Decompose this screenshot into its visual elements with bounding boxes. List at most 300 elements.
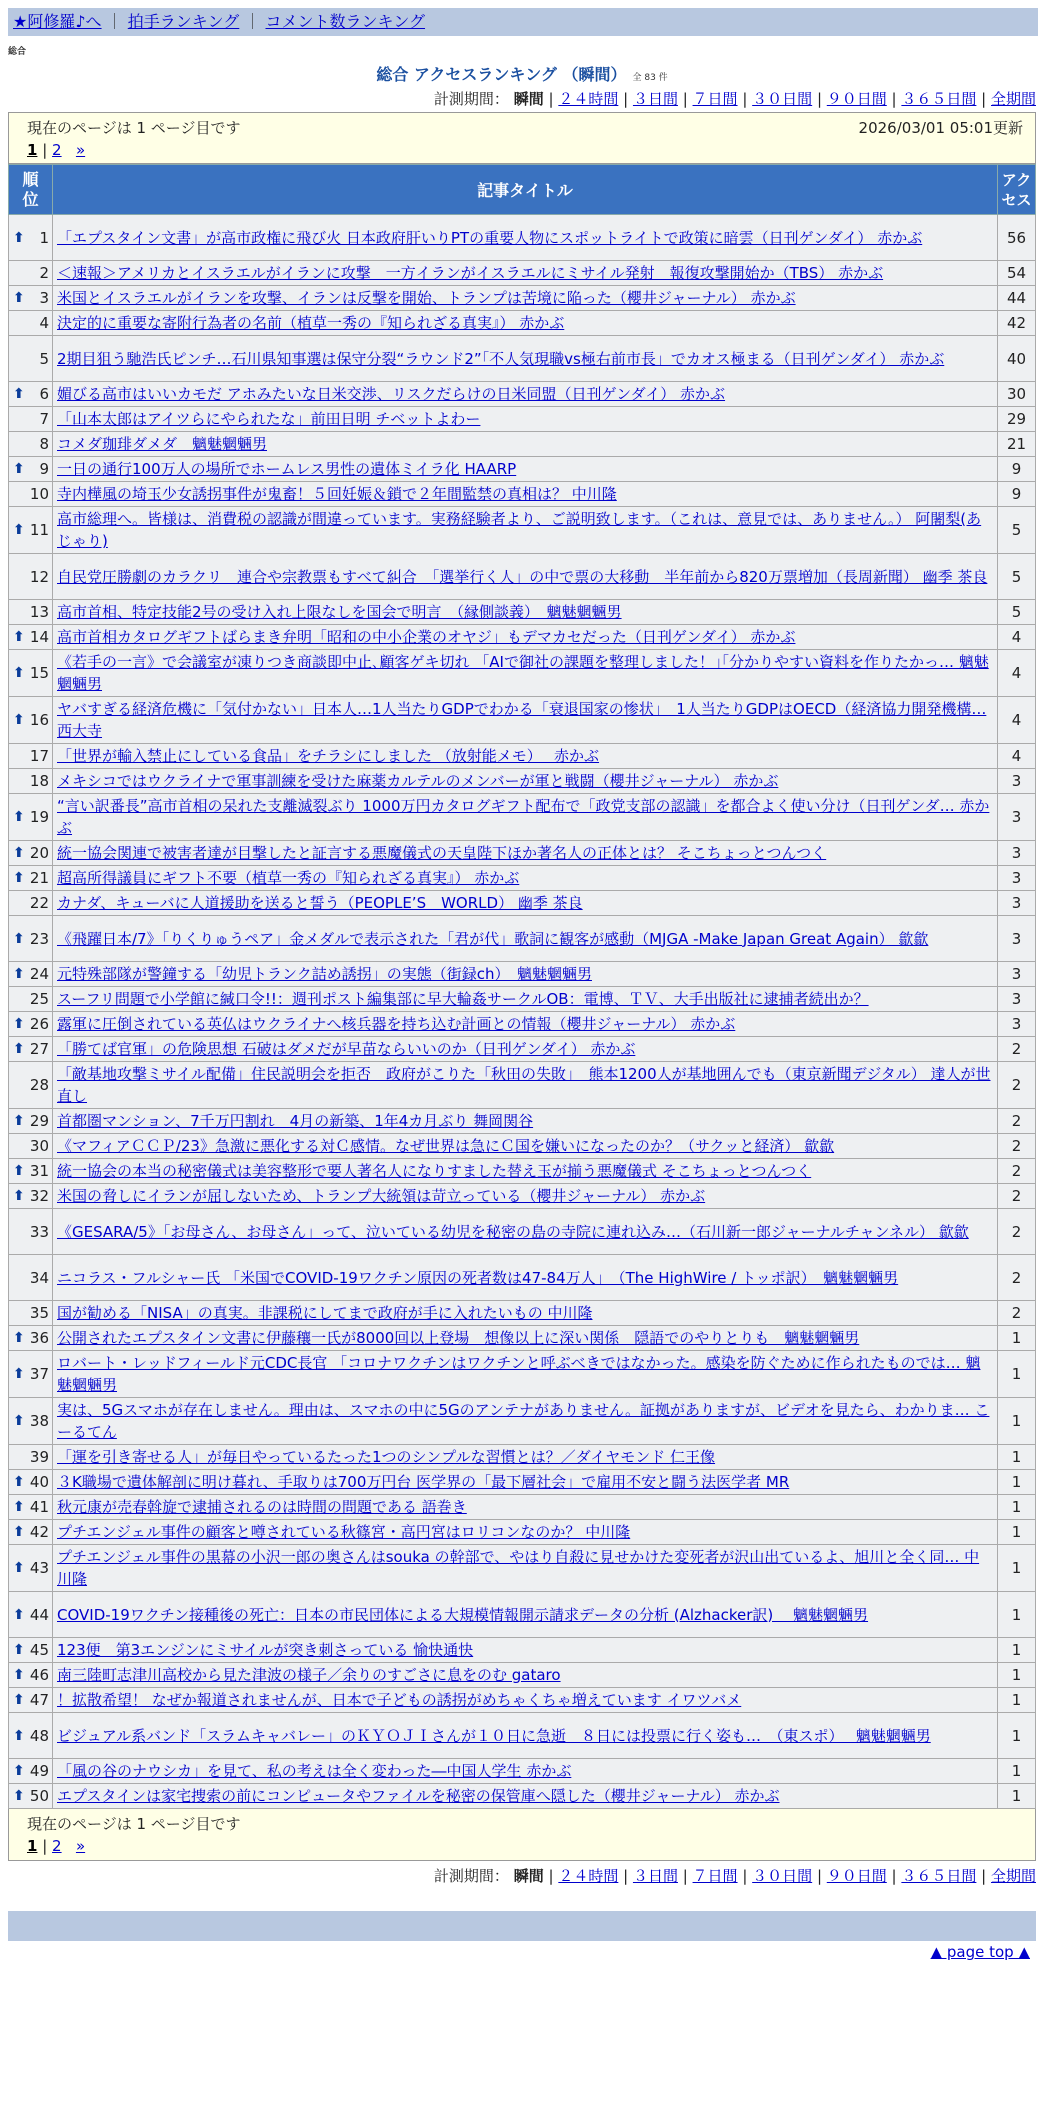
- rank-number: 41: [29, 1498, 49, 1516]
- period-link[interactable]: 全期間: [990, 90, 1036, 108]
- access-count: 1: [998, 1638, 1036, 1663]
- title-cell: [53, 891, 998, 916]
- title-cell: [53, 432, 998, 457]
- rank-cell: [9, 1301, 53, 1326]
- table-row: [9, 866, 1036, 891]
- access-count: 2: [998, 1184, 1036, 1209]
- title-cell: [53, 744, 998, 769]
- access-count: 2: [998, 1159, 1036, 1184]
- period-link[interactable]: ９０日間: [826, 90, 887, 108]
- rank-cell: [9, 215, 53, 261]
- table-row: [9, 1134, 1036, 1159]
- rank-number: 12: [29, 567, 49, 586]
- period-separator: |: [548, 90, 559, 108]
- rank-cell: [9, 286, 53, 311]
- period-separator: |: [737, 1867, 753, 1885]
- title-cell: [53, 650, 998, 697]
- page-2-link[interactable]: 2: [52, 1837, 62, 1855]
- title-cell: [53, 1062, 998, 1109]
- up-arrow-icon: ⬆: [13, 930, 25, 947]
- table-row: [9, 1445, 1036, 1470]
- access-count: 3: [998, 916, 1036, 962]
- title-cell: [53, 482, 998, 507]
- up-arrow-icon: ⬆: [13, 1499, 25, 1515]
- access-count: 4: [998, 697, 1036, 744]
- title-cell: [53, 916, 998, 962]
- up-arrow-icon: ⬆: [13, 290, 25, 306]
- ranking-title: 総合 アクセスランキング （瞬間）: [376, 65, 627, 84]
- table-row: [9, 1495, 1036, 1520]
- period-link[interactable]: ３日間: [632, 90, 678, 108]
- rank-number: 37: [29, 1365, 49, 1383]
- up-arrow-icon: ⬆: [13, 1560, 25, 1576]
- access-count: 1: [998, 1545, 1036, 1592]
- title-cell: [53, 962, 998, 987]
- rank-number: 23: [29, 929, 49, 948]
- access-count: 40: [998, 336, 1036, 382]
- rank-cell: [9, 1592, 53, 1638]
- article-link[interactable]: ヤバすぎる経済危機に「気付かない」日本人…1人当たりGDPでわかる「衰退国家の惨状」 1人当たりGDPはOECD（経済協力開発機構… 西大寺: [57, 700, 987, 740]
- period-link[interactable]: ３日間: [632, 1867, 678, 1885]
- title-cell: [53, 697, 998, 744]
- rank-number: 13: [29, 603, 49, 621]
- table-row: [9, 261, 1036, 286]
- rank-cell: [9, 1663, 53, 1688]
- title-cell: [53, 1134, 998, 1159]
- title-cell: [53, 1784, 998, 1809]
- up-arrow-icon: ⬆: [13, 461, 25, 477]
- rank-cell: [9, 1545, 53, 1592]
- page-top-link[interactable]: ▲ page top ▲: [930, 1943, 1030, 1961]
- home-link[interactable]: ★阿修羅♪へ: [13, 12, 102, 31]
- rank-number: 14: [29, 628, 49, 646]
- count-header: アクセス: [998, 165, 1036, 215]
- access-count: 4: [998, 744, 1036, 769]
- access-count: 9: [998, 457, 1036, 482]
- rank-cell: [9, 1398, 53, 1445]
- access-count: 3: [998, 1012, 1036, 1037]
- page-1: 1: [27, 141, 38, 159]
- article-link[interactable]: 公開されたエプスタイン文書に伊藤穰一氏が8000回以上登場 想像以上に深い関係 隠語でのやりとりも 魑魅魍魎男: [57, 1329, 860, 1347]
- article-link[interactable]: 米国とイスラエルがイランを攻撃、イランは反撃を開始、トランプは苦境に陥った（櫻井ジャーナル） 赤かぶ: [57, 289, 796, 307]
- period-links: [549, 90, 1037, 108]
- table-row: [9, 554, 1036, 600]
- period-separator: |: [886, 90, 902, 108]
- ranking-body: [9, 215, 1036, 1809]
- title-cell: [53, 1184, 998, 1209]
- title-cell: [53, 1470, 998, 1495]
- article-link[interactable]: “言い訳番長”高市首相の呆れた支離滅裂ぶり 1000万円カタログギフト配布で「政党支部の認識」を都合よく使い分け（日刊ゲンダ… 赤かぶ: [57, 797, 990, 837]
- rank-cell: [9, 1445, 53, 1470]
- period-selector-top: [8, 88, 1036, 110]
- table-row: [9, 1184, 1036, 1209]
- access-count: 2: [998, 1109, 1036, 1134]
- article-link[interactable]: 露軍に圧倒されている英仏はウクライナへ核兵器を持ち込む計画との情報（櫻井ジャーナル） 赤かぶ: [57, 1015, 736, 1033]
- table-row: [9, 697, 1036, 744]
- rank-number: 4: [39, 314, 49, 332]
- rank-cell: [9, 962, 53, 987]
- article-link[interactable]: 実は、5Gスマホが存在しません。理由は、スマホの中に5Gのアンテナがありません。証拠がありますが、ビデオを見たら、わかりま… こーるてん: [57, 1401, 990, 1441]
- period-link[interactable]: ３６５日間: [901, 1867, 977, 1885]
- article-link[interactable]: 媚びる高市はいいカモだ アホみたいな日米交渉、リスクだらけの日米同盟（日刊ゲンダイ） 赤かぶ: [57, 385, 726, 403]
- access-count: 56: [998, 215, 1036, 261]
- access-count: 1: [998, 1398, 1036, 1445]
- rank-cell: [9, 432, 53, 457]
- rank-number: 46: [29, 1666, 49, 1684]
- rank-cell: [9, 311, 53, 336]
- up-arrow-icon: ⬆: [13, 1727, 25, 1744]
- up-arrow-icon: ⬆: [13, 665, 25, 681]
- article-link[interactable]: 「運を引き寄せる人」が毎日やっているたった1つのシンプルな習慣とは？／ダイヤモンド 仁王像: [57, 1448, 716, 1466]
- table-row: [9, 625, 1036, 650]
- title-cell: [53, 1688, 998, 1713]
- up-arrow-icon: ⬆: [13, 386, 25, 402]
- title-cell: [53, 1012, 998, 1037]
- rank-number: 5: [39, 349, 49, 368]
- page-top: [0, 1943, 1030, 1965]
- access-count: 2: [998, 1037, 1036, 1062]
- article-link[interactable]: 決定的に重要な寄附行為者の名前（植草一秀の『知られざる真実』） 赤かぶ: [57, 314, 565, 332]
- table-row: [9, 407, 1036, 432]
- period-label: 計測期間：: [433, 1867, 509, 1885]
- title-cell: [53, 215, 998, 261]
- rank-number: 27: [29, 1040, 49, 1058]
- title-cell: [53, 1520, 998, 1545]
- period-link[interactable]: ２４時間: [558, 90, 619, 108]
- article-link[interactable]: 「敵基地攻撃ミサイル配備」住民説明会を拒否 政府がこりた「秋田の失敗」 熊本1200人が基地囲んでも（東京新聞デジタル） 達人が世直し: [57, 1065, 991, 1105]
- rank-number: 38: [29, 1412, 49, 1430]
- up-arrow-icon: ⬆: [13, 229, 25, 246]
- page-title: [0, 62, 1044, 84]
- up-arrow-icon: ⬆: [13, 629, 25, 645]
- access-count: 1: [998, 1663, 1036, 1688]
- access-count: 2: [998, 1062, 1036, 1109]
- comment-ranking-link[interactable]: コメント数ランキング: [265, 12, 426, 31]
- article-link[interactable]: 国が勧める「NISA」の真実。非課税にしてまで政府が手に入れたいもの 中川隆: [57, 1304, 593, 1322]
- next-page-link[interactable]: »: [75, 1837, 86, 1855]
- up-arrow-icon: ⬆: [13, 1692, 25, 1708]
- article-link[interactable]: 「世界が輸入禁止にしている食品」をチラシにしました （放射能メモ） 赤かぶ: [57, 747, 600, 765]
- period-link[interactable]: ３６５日間: [901, 90, 977, 108]
- rank-number: 10: [29, 485, 49, 503]
- article-link[interactable]: 「エプスタイン文書」が高市政権に飛び火 日本政府肝いりPTの重要人物にスポットライトで政策に暗雲（日刊ゲンダイ） 赤かぶ: [57, 228, 923, 247]
- table-row: [9, 1351, 1036, 1398]
- rank-number: 22: [29, 894, 49, 912]
- rank-cell: [9, 482, 53, 507]
- article-link[interactable]: エプスタインは家宅捜索の前にコンピュータやファイルを秘密の保管庫へ隠した（櫻井ジャーナル） 赤かぶ: [57, 1787, 780, 1805]
- article-link[interactable]: 高市総理へ。皆様は、消費税の認識が間違っています。実務経験者より、ご説明致します。（これは、意見では、ありません。） 阿闍梨(あじゃり): [57, 510, 982, 550]
- title-cell: [53, 769, 998, 794]
- rank-cell: [9, 625, 53, 650]
- title-cell: [53, 554, 998, 600]
- title-cell: [53, 1209, 998, 1255]
- rank-cell: [9, 1109, 53, 1134]
- article-link[interactable]: メキシコではウクライナで軍事訓練を受けた麻薬カルテルのメンバーが軍と戦闘（櫻井ジャーナル） 赤かぶ: [57, 772, 779, 790]
- article-link[interactable]: 米国の脅しにイランが屈しないため、トランプ大統領は苛立っている（櫻井ジャーナル） 赤かぶ: [57, 1187, 706, 1205]
- title-cell: [53, 1398, 998, 1445]
- rank-cell: [9, 1255, 53, 1301]
- updated-time: 2026/03/01 05:01更新: [858, 119, 1023, 137]
- article-link[interactable]: 高市首相、特定技能2号の受け入れ上限なしを国会で明言 （縁側談義） 魑魅魍魎男: [57, 603, 622, 621]
- access-count: 3: [998, 987, 1036, 1012]
- rank-number: 36: [29, 1329, 49, 1347]
- nav-separator: ｜: [244, 12, 261, 31]
- rank-cell: [9, 507, 53, 554]
- up-arrow-icon: ⬆: [13, 1366, 25, 1382]
- rank-number: 42: [29, 1523, 49, 1541]
- article-link[interactable]: COVID-19ワクチン接種後の死亡：日本の市民団体による大規模情報開示請求データの分析 (Alzhacker訳) 魑魅魍魎男: [57, 1605, 869, 1624]
- rank-cell: [9, 769, 53, 794]
- rank-cell: [9, 916, 53, 962]
- title-cell: [53, 1495, 998, 1520]
- rank-cell: [9, 1184, 53, 1209]
- pager-top: 現在のページは 1 ページ目です 2026/03/01 05:01更新 1 | 2 »: [8, 112, 1036, 164]
- article-link[interactable]: 《飛躍日本/7》「りくりゅうペア」金メダルで表示された「君が代」歌詞に観客が感動（MJGA -Make Japan Great Again） 歙歙: [57, 929, 929, 948]
- article-link[interactable]: ＜速報＞アメリカとイスラエルがイランに攻撃 一方イランがイスラエルにミサイル発射 報復攻撃開始か（TBS） 赤かぶ: [57, 264, 884, 282]
- rank-cell: [9, 1209, 53, 1255]
- period-separator: |: [677, 90, 693, 108]
- rank-cell: [9, 697, 53, 744]
- title-cell: [53, 1445, 998, 1470]
- article-link[interactable]: プチエンジェル事件の顧客と噂されている秋篠宮・高円宮はロリコンなのか？ 中川隆: [57, 1523, 631, 1541]
- table-row: [9, 1713, 1036, 1759]
- access-count: 5: [998, 600, 1036, 625]
- table-row: [9, 432, 1036, 457]
- period-separator: |: [812, 1867, 827, 1885]
- article-link[interactable]: 統一協会の本当の秘密儀式は美容整形で要人著名人になりすました替え玉が揃う悪魔儀式 そこちょっとつんつく: [57, 1162, 812, 1180]
- article-link[interactable]: 《GESARA/5》「お母さん、お母さん」って、泣いている幼児を秘密の島の寺院に連れ込み…（石川新一郎ジャーナルチャンネル） 歙歙: [57, 1222, 969, 1241]
- rank-number: 30: [29, 1137, 49, 1155]
- table-row: [9, 336, 1036, 382]
- rank-cell: [9, 1638, 53, 1663]
- article-link[interactable]: 123便 第3エンジンにミサイルが突き刺さっている 愉快通快: [57, 1641, 474, 1659]
- up-arrow-icon: ⬆: [13, 966, 25, 982]
- page-2-link[interactable]: 2: [52, 141, 62, 159]
- up-arrow-icon: ⬆: [13, 1188, 25, 1204]
- article-link[interactable]: ３K職場で遺体解剖に明け暮れ、手取りは700万円台 医学界の「最下層社会」で雇用不安と闘う法医学者 MR: [57, 1473, 790, 1491]
- access-count: 1: [998, 1713, 1036, 1759]
- title-cell: [53, 286, 998, 311]
- table-row: [9, 1159, 1036, 1184]
- table-row: [9, 1638, 1036, 1663]
- table-row: [9, 600, 1036, 625]
- article-link[interactable]: 「山本太郎はアイツらにやられたな」前田日明 チベットよわー: [57, 410, 481, 428]
- rank-cell: [9, 1713, 53, 1759]
- access-count: 1: [998, 1326, 1036, 1351]
- rank-cell: [9, 1326, 53, 1351]
- up-arrow-icon: ⬆: [13, 1330, 25, 1346]
- rank-number: 44: [29, 1605, 49, 1624]
- access-count: 3: [998, 769, 1036, 794]
- period-link[interactable]: ３０日間: [752, 90, 813, 108]
- rank-number: 39: [29, 1448, 49, 1466]
- rank-number: 49: [29, 1762, 49, 1780]
- access-count: 1: [998, 1520, 1036, 1545]
- article-link[interactable]: 自民党圧勝劇のカラクリ 連合や宗教票もすべて糾合 「選挙行く人」の中で票の大移動 半年前から820万票増加（長周新聞） 幽季 茶良: [57, 567, 988, 586]
- article-link[interactable]: 首都圏マンション、7千万円割れ 4月の新築、1年4カ月ぶり 舞岡関谷: [57, 1112, 534, 1130]
- table-row: [9, 744, 1036, 769]
- article-link[interactable]: コメダ珈琲ダメダ 魑魅魍魎男: [57, 435, 268, 453]
- period-link[interactable]: 全期間: [990, 1867, 1036, 1885]
- access-count: 21: [998, 432, 1036, 457]
- category-label: 総合: [8, 47, 27, 57]
- table-row: [9, 794, 1036, 841]
- access-count: 1: [998, 1759, 1036, 1784]
- page-1: 1: [27, 1837, 38, 1855]
- table-row: [9, 1062, 1036, 1109]
- up-arrow-icon: ⬆: [13, 1667, 25, 1683]
- article-link[interactable]: 2期目狙う馳浩氏ピンチ…石川県知事選は保守分裂“ラウンド2”「不人気現職vs極右前市長」でカオス極まる（日刊ゲンダイ） 赤かぶ: [57, 349, 945, 368]
- up-arrow-icon: ⬆: [13, 870, 25, 886]
- page-status: 現在のページは 1 ページ目です: [27, 119, 241, 137]
- up-arrow-icon: ⬆: [13, 1642, 25, 1658]
- rank-cell: [9, 457, 53, 482]
- table-row: [9, 507, 1036, 554]
- title-cell: [53, 1713, 998, 1759]
- rank-number: 24: [29, 965, 49, 983]
- title-cell: [53, 600, 998, 625]
- table-row: [9, 987, 1036, 1012]
- article-link[interactable]: カナダ、キューバに人道援助を送ると誓う（PEOPLE’S WORLD） 幽季 茶良: [57, 894, 583, 912]
- rank-number: 9: [39, 460, 49, 478]
- rank-number: 25: [29, 990, 49, 1008]
- rank-number: 35: [29, 1304, 49, 1322]
- rank-cell: [9, 987, 53, 1012]
- article-link[interactable]: 超高所得議員にギフト不要（植草一秀の『知られざる真実』） 赤かぶ: [57, 869, 520, 887]
- access-count: 30: [998, 382, 1036, 407]
- access-count: 5: [998, 554, 1036, 600]
- period-separator: |: [886, 1867, 902, 1885]
- access-count: 4: [998, 650, 1036, 697]
- next-page-link[interactable]: »: [75, 141, 86, 159]
- title-cell: [53, 1159, 998, 1184]
- table-row: [9, 1398, 1036, 1445]
- article-link[interactable]: 《若手の一言》で会議室が凍りつき商談即中止､顧客ゲキ切れ 「AIで御社の課題を整理しました！｣｢分かりやすい資料を作りたかっ… 魑魅魍魎男: [57, 653, 989, 693]
- clap-ranking-link[interactable]: 拍手ランキング: [127, 12, 240, 31]
- table-row: [9, 962, 1036, 987]
- period-link[interactable]: ２４時間: [558, 1867, 619, 1885]
- article-link[interactable]: 「勝てば官軍」の危険思想 石破はダメだが早苗ならいいのか（日刊ゲンダイ） 赤かぶ: [57, 1040, 636, 1058]
- period-link[interactable]: ７日間: [692, 1867, 738, 1885]
- up-arrow-icon: ⬆: [13, 1606, 25, 1623]
- rank-cell: [9, 866, 53, 891]
- up-arrow-icon: ⬆: [13, 522, 25, 538]
- article-link[interactable]: ニコラス・フルシャー氏 「米国でCOVID-19ワクチン原因の死者数は47-84万人」 （The HighWire / トッポ訳） 魑魅魍魎男: [57, 1268, 899, 1287]
- rank-cell: [9, 382, 53, 407]
- rank-number: 21: [29, 869, 49, 887]
- article-link[interactable]: 南三陸町志津川高校から見た津波の様子／余りのすごさに息をのむ gataro: [57, 1666, 561, 1684]
- rank-cell: [9, 1012, 53, 1037]
- period-separator: |: [737, 90, 753, 108]
- up-arrow-icon: ⬆: [13, 1113, 25, 1129]
- rank-cell: [9, 891, 53, 916]
- page-status: 現在のページは 1 ページ目です: [27, 1815, 241, 1833]
- rank-cell: [9, 1759, 53, 1784]
- title-cell: [53, 794, 998, 841]
- title-cell: [53, 866, 998, 891]
- rank-cell: [9, 744, 53, 769]
- top-nav: [8, 8, 1038, 36]
- article-link[interactable]: 《マフィアＣＣＰ/23》急激に悪化する対Ｃ感情。なぜ世界は急にＣ国を嫌いになったのか？（サクッと経済） 歙歙: [57, 1137, 835, 1155]
- up-arrow-icon: ⬆: [13, 1788, 25, 1804]
- article-link[interactable]: 一日の通行100万人の場所でホームレス男性の遺体ミイラ化 HAARP: [57, 460, 517, 478]
- access-count: 5: [998, 507, 1036, 554]
- rank-number: 11: [29, 521, 49, 539]
- title-cell: [53, 1545, 998, 1592]
- rank-number: 43: [29, 1559, 49, 1577]
- access-count: 42: [998, 311, 1036, 336]
- period-link[interactable]: ９０日間: [826, 1867, 887, 1885]
- article-link[interactable]: 秋元康が売春斡旋で逮捕されるのは時間の問題である 語巻き: [57, 1498, 467, 1516]
- access-count: 2: [998, 1134, 1036, 1159]
- article-link[interactable]: ロバート・レッドフィールド元CDC長官 「コロナワクチンはワクチンと呼ぶべきではなかった。感染を防ぐために作られたものでは… 魑魅魍魎男: [57, 1354, 981, 1394]
- access-count: 3: [998, 841, 1036, 866]
- article-link[interactable]: プチエンジェル事件の黒幕の小沢一郎の奥さんはsouka の幹部で、やはり自殺に見せかけた変死者が沢山出ているよ、旭川と全く同… 中川隆: [57, 1548, 980, 1588]
- rank-number: 3: [39, 289, 49, 307]
- access-count: 2: [998, 1209, 1036, 1255]
- period-current: 瞬間: [513, 90, 544, 108]
- table-row: [9, 1663, 1036, 1688]
- title-cell: [53, 1638, 998, 1663]
- period-current: 瞬間: [513, 1867, 544, 1885]
- rank-cell: [9, 1784, 53, 1809]
- title-cell: [53, 311, 998, 336]
- access-count: 1: [998, 1784, 1036, 1809]
- access-count: 1: [998, 1592, 1036, 1638]
- period-link[interactable]: ７日間: [692, 90, 738, 108]
- rank-number: 18: [29, 772, 49, 790]
- article-link[interactable]: 寺内樺風の埼玉少女誘拐事件が鬼畜！５回妊娠＆鎖で２年間監禁の真相は？ 中川隆: [57, 485, 617, 503]
- table-row: [9, 1255, 1036, 1301]
- rank-cell: [9, 1520, 53, 1545]
- rank-number: 6: [39, 385, 49, 403]
- article-link[interactable]: ビジュアル系バンド「スラムキャバレー」のＫＹＯＪＩさんが１０日に急逝 ８日には投票に行く姿も… （東スポ） 魑魅魍魎男: [57, 1726, 931, 1745]
- table-row: [9, 1688, 1036, 1713]
- table-row: [9, 457, 1036, 482]
- access-count: 54: [998, 261, 1036, 286]
- nav-separator: ｜: [106, 12, 123, 31]
- article-link[interactable]: 統一協会関連で被害者達が目撃したと証言する悪魔儀式の天皇陛下ほか著名人の正体とは？ そこちょっとつんつく: [57, 844, 827, 862]
- rank-number: 34: [29, 1268, 49, 1287]
- up-arrow-icon: ⬆: [13, 712, 25, 728]
- rank-number: 19: [29, 808, 49, 826]
- period-separator: |: [812, 90, 827, 108]
- rank-number: 33: [29, 1222, 49, 1241]
- title-cell: [53, 457, 998, 482]
- title-cell: [53, 1759, 998, 1784]
- table-row: [9, 769, 1036, 794]
- rank-number: 50: [29, 1787, 49, 1805]
- table-row: [9, 1301, 1036, 1326]
- up-arrow-icon: ⬆: [13, 1163, 25, 1179]
- article-link[interactable]: スーフリ問題で小学館に緘口令!!：週刊ポスト編集部に早大輪姦サークルOB：電博、ＴＶ、大手出版社に逮捕者続出か？: [57, 990, 869, 1008]
- table-row: [9, 916, 1036, 962]
- up-arrow-icon: ⬆: [13, 1413, 25, 1429]
- rank-cell: [9, 336, 53, 382]
- table-row: [9, 1759, 1036, 1784]
- access-count: 44: [998, 286, 1036, 311]
- table-row: [9, 311, 1036, 336]
- rank-cell: [9, 1495, 53, 1520]
- article-link[interactable]: 元特殊部隊が警鐘する「幼児トランク詰め誘拐」の実態（街録ch） 魑魅魍魎男: [57, 965, 592, 983]
- period-link[interactable]: ３０日間: [752, 1867, 813, 1885]
- table-row: [9, 1326, 1036, 1351]
- article-link[interactable]: 高市首相カタログギフトばらまき弁明「昭和の中小企業のオヤジ」もデマカセだった（日刊ゲンダイ） 赤かぶ: [57, 628, 796, 646]
- table-row: [9, 650, 1036, 697]
- article-link[interactable]: 「風の谷のナウシカ」を見て、私の考えは全く変わった―中国人学生 赤かぶ: [57, 1762, 572, 1780]
- article-link[interactable]: ！拡散希望！ なぜか報道されませんが、日本で子どもの誘拐がめちゃくちゃ増えています イワツバメ: [57, 1691, 742, 1709]
- rank-cell: [9, 1351, 53, 1398]
